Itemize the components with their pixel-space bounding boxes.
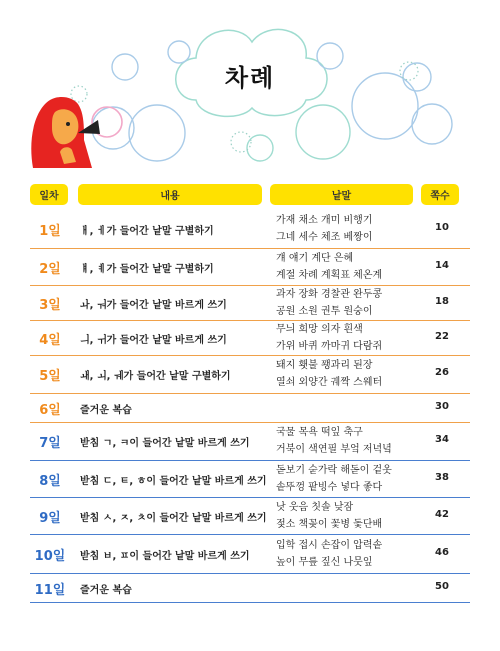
page-number: 10 [435,222,449,233]
lesson-title: 받침 ㄷ, ㅌ, ㅎ이 들어간 낱말 바르게 쓰기 [80,475,267,487]
lesson-title: ㅐ, ㅔ가 들어간 낱말 구별하기 [80,226,214,237]
toc-row [30,320,470,355]
day-label: 1일 [39,224,61,239]
page-number: 46 [435,546,449,558]
lesson-title: ㅒ, ㅖ가 들어간 낱말 구별하기 [80,263,214,275]
toc-row [30,460,470,497]
header-pages: 쪽수 [421,184,459,205]
character-illustration [31,97,100,168]
word-list [276,537,382,571]
day-label: 8일 [39,473,61,489]
word-line: 열쇠 외양간 궤짝 스웨터 [276,377,383,388]
word-list [276,462,392,496]
word-list [276,357,382,391]
word-list [276,286,382,320]
word-line: 젖소 책꽂이 꽃병 돛단배 [276,518,383,530]
day-label: 5일 [39,369,61,384]
word-line: 돋보기 숟가락 해돋이 겉옷 [276,464,392,476]
page-number: 14 [435,259,449,271]
word-line: 가위 바퀴 까마귀 다람쥐 [276,340,383,352]
page-number: 50 [435,580,449,592]
page-number: 42 [435,508,449,520]
toc-row [30,248,470,285]
toc-row [30,534,470,573]
word-line: 공원 소원 권투 원숭이 [276,305,373,317]
lesson-title: 받침 ㄱ, ㅋ이 들어간 낱말 바르게 쓰기 [80,438,250,449]
word-line: 거북이 색연필 부엌 저녁녘 [276,444,392,455]
day-label: 9일 [39,510,61,526]
lesson-title: 받침 ㅅ, ㅈ, ㅊ이 들어간 낱말 바르게 쓰기 [80,512,267,524]
lesson-title: 받침 ㅂ, ㅍ이 들어간 낱말 바르게 쓰기 [80,550,250,562]
page-number: 30 [435,400,449,412]
toc-row [30,355,470,393]
toc-row [30,573,470,602]
day-label: 10일 [34,548,66,564]
day-label: 3일 [39,297,61,313]
toc-row [30,497,470,534]
toc-row [30,285,470,320]
page-title: 차례 [224,64,276,92]
word-line: 계절 차례 계획표 체온계 [276,269,383,281]
word-line: 낫 웃음 칫솔 낮잠 [276,501,354,513]
word-list [276,212,372,246]
word-line: 과자 장화 경찰관 완두콩 [276,288,383,300]
word-line: 돼지 횃불 꽹과리 된장 [276,360,373,371]
header-words: 낱말 [270,184,413,205]
toc-row [30,393,470,422]
word-line: 그네 세수 체조 베짱이 [276,232,373,243]
word-line: 솥뚜껑 팥빙수 넣다 좋다 [276,481,383,493]
lesson-title: 즐거운 복습 [80,404,132,416]
lesson-title: 즐거운 복습 [80,584,132,596]
row-divider [30,602,470,603]
day-label: 6일 [39,402,61,418]
word-line: 입학 접시 손잡이 압력솥 [276,539,383,551]
word-line: 걔 얘기 계단 은혜 [276,252,354,264]
word-line: 국물 목욕 떡잎 축구 [276,427,363,438]
day-label: 2일 [39,261,61,277]
header-day: 일차 [30,184,68,205]
page-number: 34 [435,434,449,445]
word-list [276,499,382,533]
word-list [276,321,382,355]
page-number: 22 [435,330,449,342]
day-label: 7일 [39,436,61,451]
day-label: 4일 [39,332,61,348]
day-label: 11일 [34,582,66,598]
word-list [276,424,392,458]
word-line: 무늬 희망 의자 흰색 [276,323,363,335]
toc-row [30,422,470,460]
word-line: 높이 무릎 짚신 나뭇잎 [276,556,373,568]
header-content: 내용 [78,184,262,205]
word-line: 가재 채소 개미 비행기 [276,215,373,226]
page-number: 26 [435,367,449,378]
word-list [276,250,382,284]
page-number: 38 [435,471,449,483]
lesson-title: ㅢ, ㅟ가 들어간 낱말 바르게 쓰기 [80,334,227,346]
page-number: 18 [435,295,449,307]
toc-row [30,210,470,248]
lesson-title: ㅙ, ㅚ, ㅞ가 들어간 낱말 구별하기 [80,371,231,382]
lesson-title: ㅘ, ㅝ가 들어간 낱말 바르게 쓰기 [80,299,227,311]
